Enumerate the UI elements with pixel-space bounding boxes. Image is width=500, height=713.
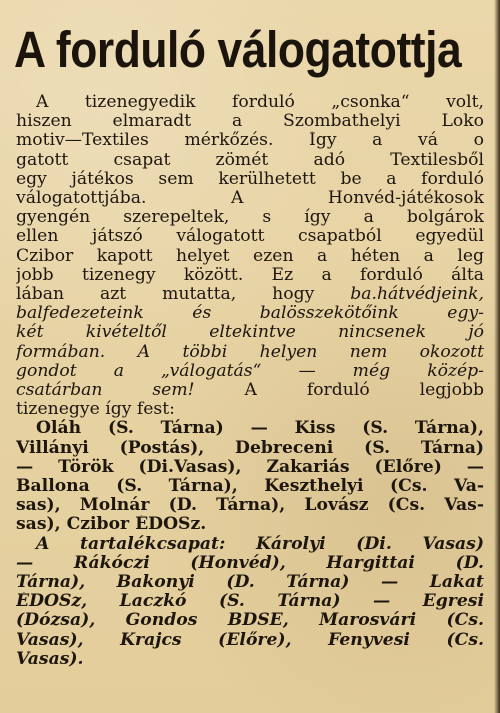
article-line: — Rákóczi (Honvéd), Hargittai (D. (16, 553, 484, 573)
article-line: lában azt mutatta, hogy ba.hátvédjeink, (16, 285, 484, 305)
article-line: motiv—Textiles mérkőzés. Így a vá o (16, 131, 484, 151)
article-line: tizenegye így fest: (16, 400, 175, 420)
article-line: (Dózsa), Gondos BDSE, Marosvári (Cs. (16, 611, 484, 631)
article-line: gondot a „válogatás“ — még közép- (16, 361, 484, 381)
article-line: balfedezeteink és balösszekötőink egy- (16, 304, 484, 324)
article-line: Vasas), Krajcs (Előre), Fenyvesi (Cs. (16, 630, 484, 650)
article-line: csatárban sem! A forduló legjobb (16, 381, 484, 401)
article-line: válogatottjába. A Honvéd-játékosok (16, 189, 484, 209)
article-line: gatott csapat zömét adó Textilesből (16, 150, 484, 170)
article-line: ÉDOSz, Laczkó (S. Tárna) — Egresi (16, 592, 484, 612)
article-line: A tartalékcsapat: Károlyi (Di. Vasas) (36, 534, 484, 554)
article-body (16, 93, 484, 669)
article-line: formában. A többi helyen nem okozott (16, 342, 484, 362)
article-line: A tizenegyedik forduló „csonka“ volt, (36, 93, 484, 112)
article-line: jobb tizenegy között. Ez a forduló álta (16, 265, 484, 285)
article-line: hiszen elmaradt a Szombathelyi Loko (16, 112, 484, 132)
article-line: Ballona (S. Tárna), Keszthelyi (Cs. Va- (16, 477, 484, 497)
article-line: Oláh (S. Tárna) — Kiss (S. Tárna), (36, 419, 484, 439)
article-line: sas), Molnár (D. Tárna), Lovász (Cs. Vas- (16, 496, 484, 516)
article-line: Czibor kapott helyet ezen a héten a leg (16, 246, 484, 266)
page-edge (494, 0, 500, 713)
article-line: Tárna), Bakonyi (D. Tárna) — Lakat (16, 573, 484, 593)
article-headline: A forduló válogatottja (14, 21, 462, 78)
article-line: egy játékos sem kerülhetett be a forduló (16, 169, 484, 189)
article-line: Vasas). (16, 649, 84, 669)
article-line: — Török (Di.Vasas), Zakariás (Előre) — (16, 457, 484, 477)
article-line: ellen játszó válogatott csapatból egyedül (16, 227, 484, 247)
article-line: Villányi (Postás), Debreceni (S. Tárna) (16, 438, 484, 458)
article-line: két kivételtől eltekintve nincsenek jó (16, 323, 484, 343)
article-line: sas), Czibor ÉDOSz. (16, 515, 207, 535)
article-line: gyengén szerepeltek, s így a bolgárok (16, 208, 484, 228)
